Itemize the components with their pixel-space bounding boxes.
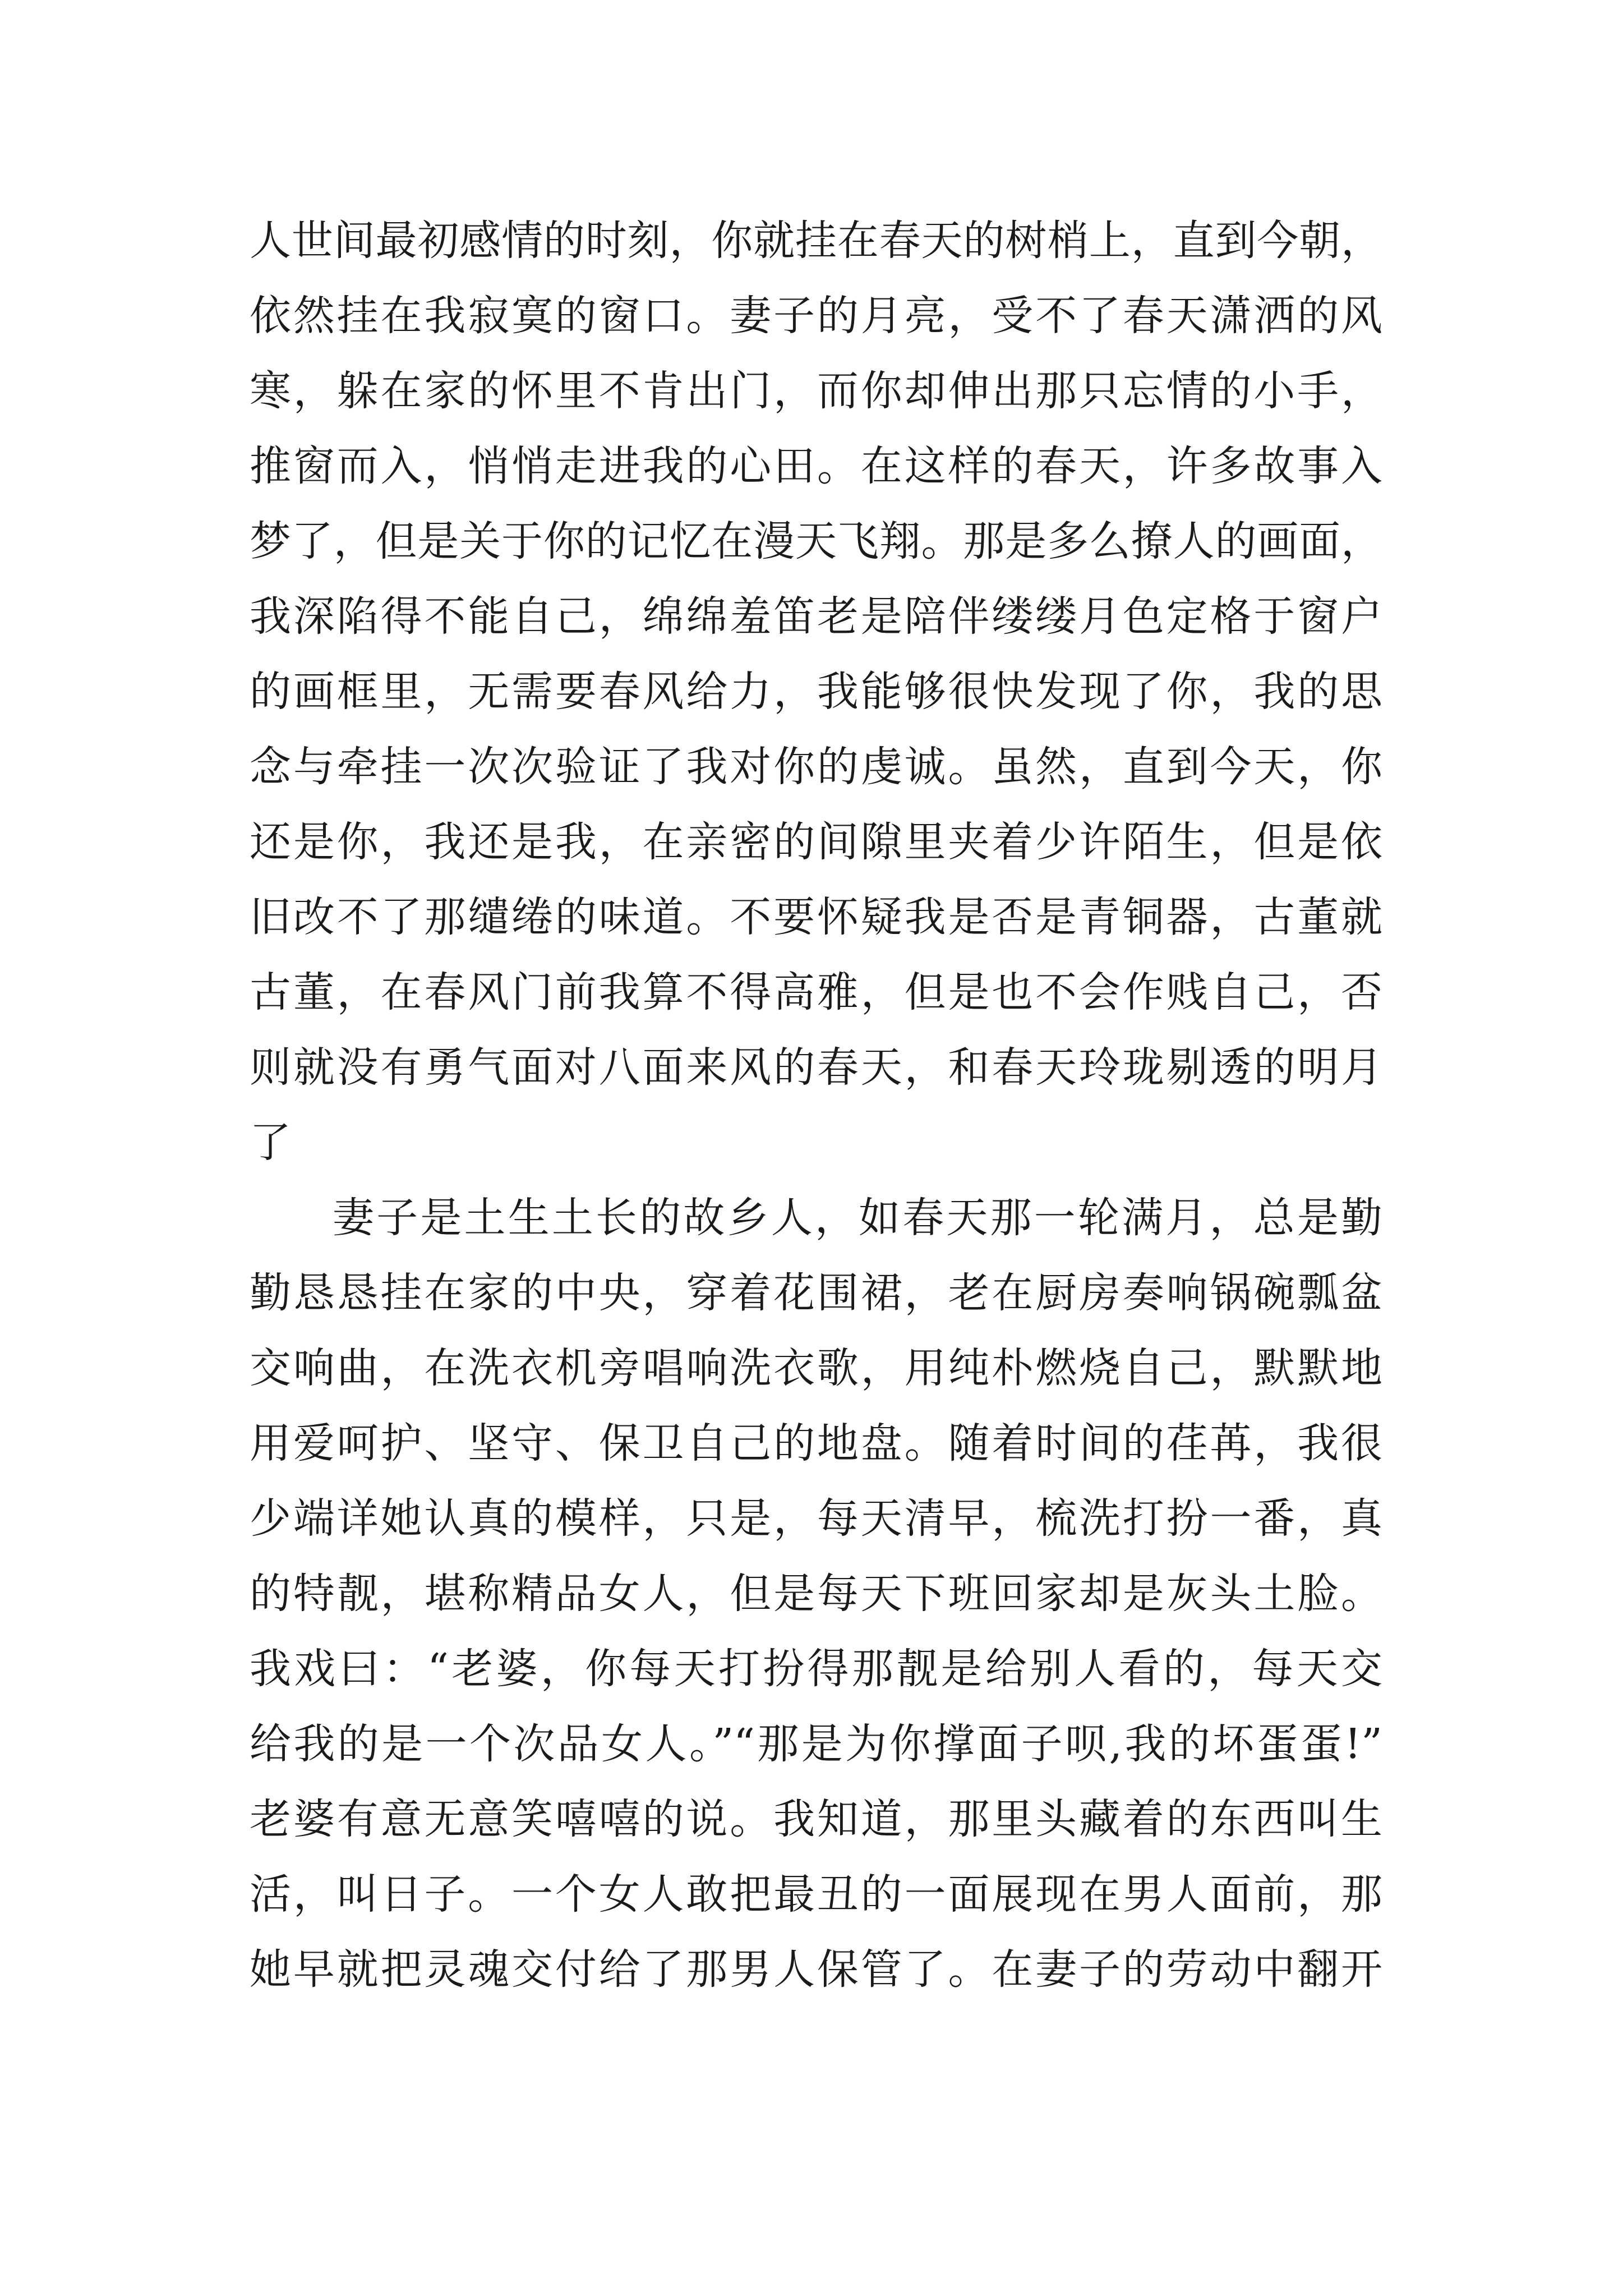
text-line: 了 [250,1119,291,1167]
text-line: 推窗而入，悄悄走进我的心田。在这样的春天，许多故事入 [250,442,1382,490]
text-line: 古董，在春风门前我算不得高雅，但是也不会作贱自己，否 [250,968,1382,1016]
text-line: 活，叫日子。一个女人敢把最丑的一面展现在男人面前，那 [250,1870,1382,1918]
text-line: 勤恳恳挂在家的中央，穿着花围裙，老在厨房奏响锅碗瓢盆 [250,1269,1382,1317]
text-line: 人世间最初感情的时刻，你就挂在春天的树梢上，直到今朝， [250,217,1382,265]
text-line: 则就没有勇气面对八面来风的春天，和春天玲珑剔透的明月 [250,1043,1382,1092]
text-line: 念与牵挂一次次验证了我对你的虔诚。虽然，直到今天，你 [250,743,1382,791]
text-line: 她早就把灵魂交付给了那男人保管了。在妻子的劳动中翻开 [250,1945,1382,1994]
body-text [250,203,1382,2007]
paragraph-1 [250,203,1382,1180]
text-line: 的特靓，堪称精品女人，但是每天下班回家却是灰头土脸。 [250,1570,1382,1618]
text-line: 给我的是一个次品女人。”“那是为你撑面子呗,我的坏蛋蛋!” [250,1720,1382,1768]
text-line: 用爱呵护、坚守、保卫自己的地盘。随着时间的荏苒，我很 [250,1419,1382,1467]
text-line: 旧改不了那缱绻的味道。不要怀疑我是否是青铜器，古董就 [250,893,1382,941]
text-line: 寒，躲在家的怀里不肯出门，而你却伸出那只忘情的小手， [250,367,1382,415]
text-line: 我戏曰：“老婆，你每天打扮得那靓是给别人看的，每天交 [250,1645,1382,1693]
text-line: 依然挂在我寂寞的窗口。妻子的月亮，受不了春天潇洒的风 [250,292,1382,340]
text-line: 我深陷得不能自己，绵绵羞笛老是陪伴缕缕月色定格于窗户 [250,592,1382,641]
text-line: 交响曲，在洗衣机旁唱响洗衣歌，用纯朴燃烧自己，默默地 [250,1344,1382,1392]
paragraph-2 [250,1180,1382,2007]
text-line: 梦了，但是关于你的记忆在漫天飞翔。那是多么撩人的画面， [250,517,1382,565]
text-line: 妻子是土生土长的故乡人，如春天那一轮满月，总是勤 [333,1194,1382,1242]
text-line: 少端详她认真的模样，只是，每天清早，梳洗打扮一番，真 [250,1494,1382,1543]
text-line: 还是你，我还是我，在亲密的间隙里夹着少许陌生，但是依 [250,818,1382,866]
text-line: 老婆有意无意笑嘻嘻的说。我知道，那里头藏着的东西叫生 [250,1795,1382,1843]
text-line: 的画框里，无需要春风给力，我能够很快发现了你，我的思 [250,668,1382,716]
